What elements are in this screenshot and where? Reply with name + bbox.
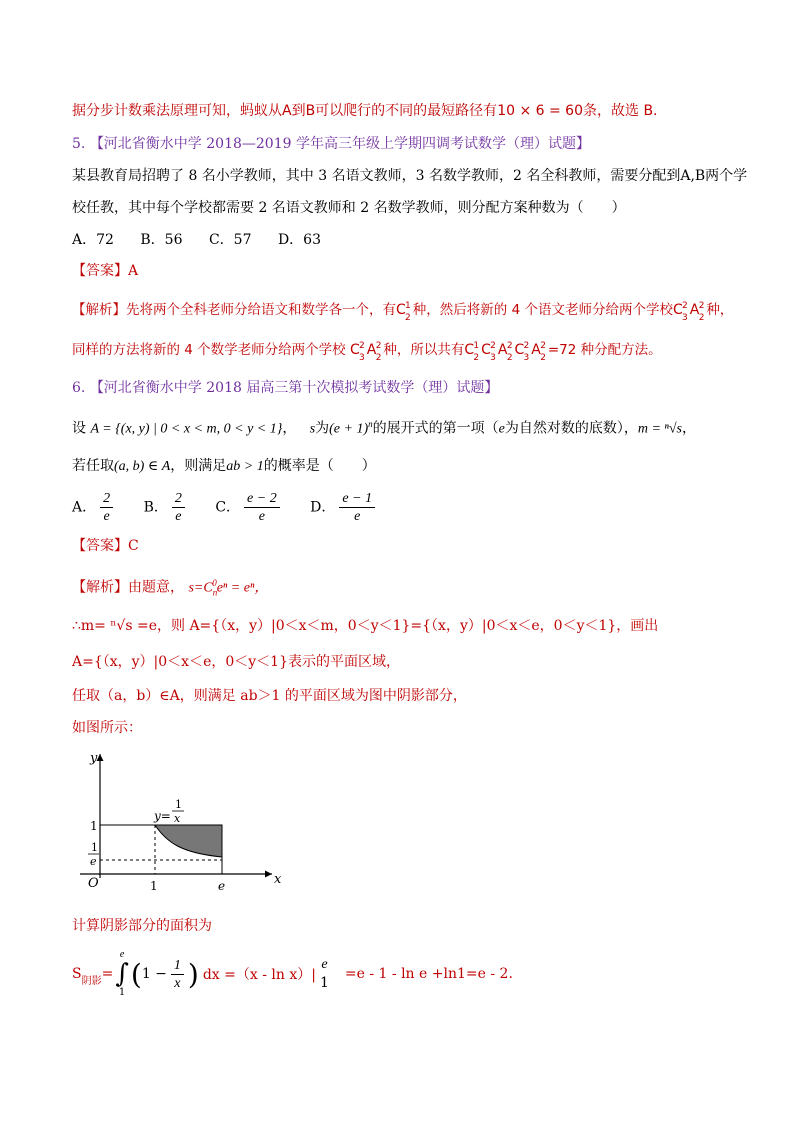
q5-analysis-text-6: =72 种分配方法。 — [547, 342, 662, 358]
integral-result: =e - 1 - ln e +ln1=e - 2. — [344, 966, 513, 982]
q6-option-c-num: e − 2 — [244, 490, 280, 508]
q6-stem-text: 设 — [72, 420, 86, 437]
q6-option-d-den: e — [354, 509, 361, 524]
x-axis-label: x — [274, 872, 282, 887]
q6-analysis-line4: 任取（a，b）∈A，则满足 ab＞1 的平面区域为图中阴影部分， — [72, 688, 467, 704]
q5-number: 5. — [72, 136, 86, 152]
integrand-a: 1 − — [141, 966, 167, 982]
q5-option-a: A．72 — [72, 232, 114, 248]
q6-analysis-expr-2: eⁿ = eⁿ， — [216, 580, 269, 596]
q5-option-b: B．56 — [140, 232, 183, 248]
q6-stem-text-7: 若任取 — [72, 458, 114, 474]
shaded-region — [155, 825, 222, 857]
q6-stem-text-6: ， — [681, 420, 696, 437]
q6-power-exp: n — [368, 419, 373, 429]
eval-lower: 1 — [319, 975, 329, 991]
q6-answer-tag: 【答案】 — [72, 538, 128, 554]
q6-analysis-tag: 【解析】 — [72, 579, 128, 596]
q6-s-variable: s — [309, 421, 316, 437]
q6-stem-text-5: 为自然对数的底数）， — [504, 420, 638, 437]
tick-x-1: 1 — [150, 879, 158, 893]
q6-analysis-line5: 如图所示： — [72, 720, 142, 736]
eval-limits — [320, 956, 329, 992]
q5-answer-value: A — [128, 263, 139, 279]
tick-y-1: 1 — [90, 819, 98, 833]
q5-comb-prod2: C 2 3 — [481, 341, 496, 363]
integral-upper: e — [119, 949, 125, 960]
q6-answer-value: C — [128, 538, 139, 554]
q6-power-base: (e + 1) — [329, 421, 369, 437]
q5-arr-a22b: A 2 2 — [366, 341, 382, 363]
q6-answer — [72, 536, 139, 556]
q6-stem-line2 — [72, 456, 376, 477]
q5-analysis-text-5: 种，所以共有 — [383, 342, 465, 358]
top-line-text-end: 条，故选 B. — [583, 103, 658, 119]
q6-source: 【河北省衡水中学 2018 届高三第十次模拟考试数学（理）试题】 — [89, 380, 499, 396]
top-conclusion-line — [72, 101, 658, 121]
q5-answer — [72, 261, 138, 281]
integrand-den: x — [174, 975, 181, 991]
q5-header — [72, 134, 590, 154]
q5-stem-line2: 校任教，其中每个学校都需要 2 名语文教师和 2 名数学教师，则分配方案种数为（ ） — [72, 200, 626, 216]
q6-option-c-den: e — [258, 509, 265, 524]
curve-label: y= — [154, 809, 171, 823]
q6-number: 6. — [72, 380, 86, 396]
q6-analysis-line3: A={（x，y）|0＜x＜e，0＜y＜1}表示的平面区域， — [72, 654, 400, 670]
top-line-expr: 10 × 6 = 60 — [497, 103, 583, 119]
q6-option-a-label: A． — [72, 499, 97, 516]
q5-analysis-text-4: 同样的方法将新的 4 个数学老师分给两个学校 — [72, 342, 350, 358]
y-axis-label: y — [90, 751, 98, 766]
q6-analysis-line1: 【解析】由题意， $s=C_n^0e^n = e^n$， — [72, 578, 269, 598]
curve-label-num: 1 — [175, 798, 182, 811]
q6-stem-text-8: ，则满足 — [170, 458, 227, 474]
curve-label-den: x — [174, 812, 181, 825]
q6-option-b-label: B． — [143, 499, 168, 516]
area-caption: 计算阴影部分的面积为 — [72, 918, 212, 934]
q6-option-d-num: e − 1 — [339, 490, 375, 508]
q5-comb-prod5: A 2 2 — [531, 341, 546, 363]
q6-analysis-text: 由题意， — [128, 579, 184, 596]
integral-lhs: S — [72, 966, 82, 982]
integrand-num: 1 — [171, 957, 184, 975]
q6-stem-text-4: 的展开式的第一项（ — [372, 420, 499, 437]
q6-header — [72, 378, 498, 398]
integral-expression: S $_{阴影}$ = e ∫ 1 ( 1 − $\frac{1}{x}$ ) dx =（x - ln x）| e 1 =e - 1 - ln e +ln1=e - 2. — [72, 949, 513, 998]
tick-x-e: e — [218, 879, 226, 893]
q6-option-b-den: e — [175, 509, 182, 524]
eval-upper: e — [321, 957, 328, 972]
q5-comb-c32: C 2 3 — [672, 301, 688, 323]
q5-options — [72, 230, 343, 250]
q5-analysis-text: 先将两个全科老师分给语文和数学各一个，有 — [126, 302, 396, 318]
q6-analysis-line2: ∴m= ⁿ√s =e，则 A={（x，y）|0＜x＜m，0＜y＜1}={（x，y）|0＜x＜e，0＜y＜1}，画出 — [72, 618, 659, 634]
q6-stem-line1 — [72, 414, 696, 440]
q6-condition: ab > 1 — [226, 459, 264, 474]
q6-stem-text-2: ， — [282, 420, 297, 437]
q6-set-definition: A = {(x, y) | 0 < x < m, 0 < y < 1} — [90, 421, 283, 437]
q5-comb-c21: C 1 2 — [396, 301, 411, 323]
q6-option-a — [72, 490, 117, 525]
q6-analysis-expr: s=C — [188, 580, 213, 596]
integral-sign: e ∫ 1 — [115, 949, 129, 998]
q6-option-c-label: C． — [215, 499, 241, 516]
q5-analysis-line1 — [72, 300, 734, 323]
q6-option-b-num: 2 — [172, 490, 185, 508]
q5-comb-prod3: A 2 2 — [497, 341, 513, 363]
q5-comb-prod4: C 2 3 — [514, 341, 530, 363]
q6-option-c — [215, 490, 283, 525]
q5-option-c: C．57 — [208, 232, 252, 248]
q5-analysis-line2 — [72, 340, 662, 363]
q6-option-a-num: 2 — [100, 490, 113, 508]
integral-lhs-sub: 阴影 — [81, 975, 102, 987]
q6-options — [72, 490, 401, 525]
q5-analysis-tag: 【解析】 — [72, 302, 126, 318]
q5-option-d: D．63 — [277, 232, 321, 248]
q5-stem-line1: 某县教育局招聘了 8 名小学教师，其中 3 名语文教师，3 名数学教师，2 名全科教师，需要分配到A,B两个学 — [72, 168, 748, 184]
integral-eq: = — [101, 966, 114, 982]
q6-stem-text-9: 的概率是（ ） — [263, 458, 376, 474]
integral-lower: 1 — [118, 987, 126, 998]
origin-label: O — [88, 876, 99, 891]
q6-option-a-den: e — [103, 509, 110, 524]
q5-answer-tag: 【答案】 — [72, 263, 128, 279]
q5-analysis-text-3: 种， — [706, 302, 734, 318]
tick-y-1e-num: 1 — [91, 841, 98, 854]
q6-m-definition: m = ⁿ√s — [637, 421, 682, 437]
q6-stem-text-3: 为 — [315, 420, 330, 437]
q5-comb-c32b: C 2 3 — [349, 341, 365, 363]
q6-ab-in-a: (a, b) ∈ A — [114, 459, 171, 474]
tick-y-1e-den: e — [90, 855, 97, 868]
q6-option-d-label: D． — [310, 499, 336, 516]
q5-analysis-text-2: 种，然后将新的 4 个语文老师分给两个学校 — [412, 302, 673, 318]
integral-dx: dx =（x - ln x）| — [202, 967, 316, 983]
q5-arr-a22: A 2 2 — [689, 301, 705, 323]
q5-source: 【河北省衡水中学 2018—2019 学年高三年级上学期四调考试数学（理）试题】 — [89, 136, 590, 152]
q6-option-d — [310, 490, 379, 525]
q6-e-variable: e — [498, 421, 505, 437]
top-line-text: 据分步计数乘法原理可知，蚂蚁从A到B可以爬行的不同的最短路径有 — [72, 103, 498, 119]
region-graph — [72, 748, 292, 898]
q6-option-b — [144, 490, 189, 525]
q5-comb-prod1: C 1 2 — [464, 341, 480, 363]
